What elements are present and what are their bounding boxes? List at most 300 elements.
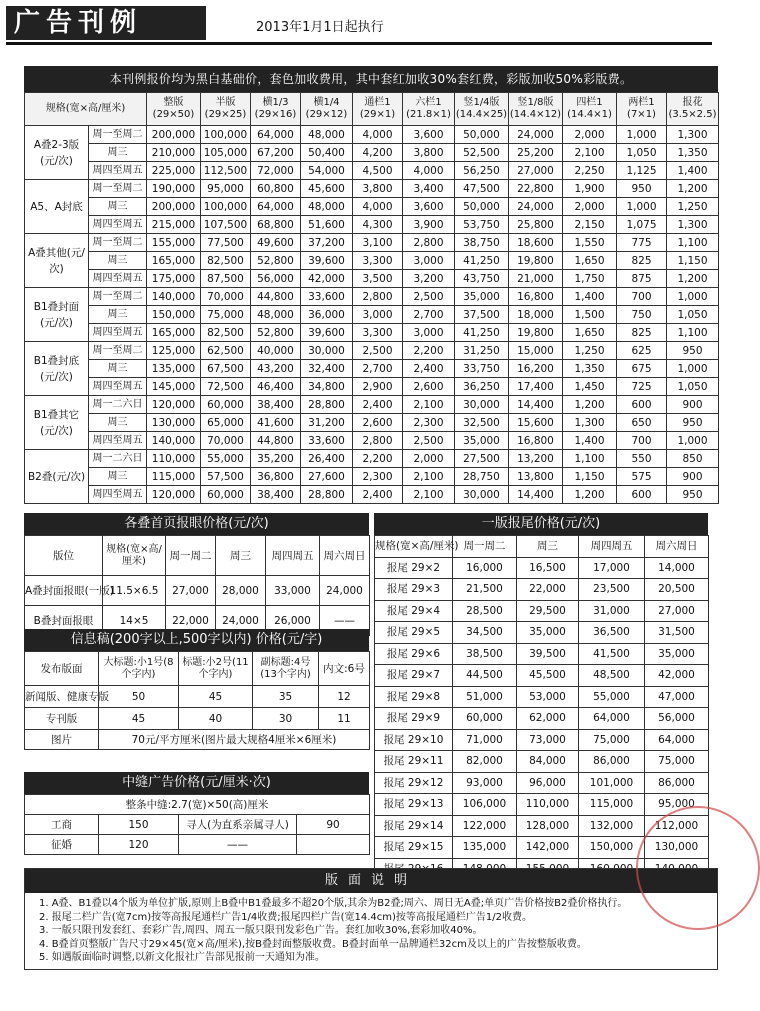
- price-cell: 18,600: [509, 234, 563, 252]
- price-cell: 36,000: [301, 306, 353, 324]
- price-cell: 3,900: [403, 216, 455, 234]
- price-cell: 130,000: [645, 837, 709, 859]
- price-cell: 20,500: [645, 579, 709, 601]
- price-cell: 1,100: [563, 450, 617, 468]
- price-cell: 18,000: [509, 306, 563, 324]
- price-cell: 1,250: [667, 198, 719, 216]
- main-h-col-name: 整版: [163, 97, 184, 108]
- price-cell: 36,250: [455, 378, 509, 396]
- price-cell: 775: [617, 234, 667, 252]
- price-cell: 48,000: [301, 126, 353, 144]
- price-cell: 16,800: [509, 288, 563, 306]
- price-cell: 1,500: [563, 306, 617, 324]
- price-cell: 2,300: [403, 414, 455, 432]
- price-cell: 700: [617, 288, 667, 306]
- price-cell: 35,200: [251, 450, 301, 468]
- table-row: [25, 288, 719, 306]
- price-cell: 1,250: [563, 342, 617, 360]
- tail-spec: 报尾 29×11: [375, 751, 453, 773]
- price-cell: 1,075: [617, 216, 667, 234]
- table-row: [375, 729, 709, 751]
- day-label: 周三: [89, 198, 147, 216]
- day-label: 周一至周二: [89, 126, 147, 144]
- price-cell: 86,000: [645, 772, 709, 794]
- price-cell: 4,000: [353, 126, 403, 144]
- main-h-col-name: 两栏1: [628, 97, 655, 108]
- main-h-col: [201, 93, 251, 126]
- price-cell: 4,000: [353, 198, 403, 216]
- price-cell: 34,500: [453, 622, 517, 644]
- price-cell: 112,500: [201, 162, 251, 180]
- price-cell: 1,300: [563, 414, 617, 432]
- price-cell: 27,000: [509, 162, 563, 180]
- tail-header: 周六周日: [645, 536, 709, 558]
- tail-spec: 报尾 29×15: [375, 837, 453, 859]
- price-cell: 101,000: [579, 772, 645, 794]
- price-cell: 1,750: [563, 270, 617, 288]
- main-h-col: [147, 93, 201, 126]
- table-row: [25, 576, 370, 606]
- info-table: [24, 651, 370, 750]
- price-cell: 24,000: [509, 126, 563, 144]
- tail-spec: 报尾 29×13: [375, 794, 453, 816]
- price-cell: 47,500: [455, 180, 509, 198]
- tail-header: 周四周五: [579, 536, 645, 558]
- price-cell: 2,150: [563, 216, 617, 234]
- price-cell: 200,000: [147, 126, 201, 144]
- price-cell: 51,000: [453, 686, 517, 708]
- price-cell: 12: [319, 686, 370, 708]
- price-cell: 175,000: [147, 270, 201, 288]
- price-cell: 13,200: [509, 450, 563, 468]
- price-cell: 44,800: [251, 432, 301, 450]
- price-cell: 1,000: [667, 432, 719, 450]
- main-price-table: [24, 92, 719, 504]
- price-cell: 36,800: [251, 468, 301, 486]
- price-cell: 105,000: [201, 144, 251, 162]
- table-row: [25, 468, 719, 486]
- info-h-col: 标题:小2号(11个字内): [179, 652, 253, 686]
- table-row: [25, 450, 719, 468]
- price-cell: 1,650: [563, 252, 617, 270]
- price-cell: 82,000: [453, 751, 517, 773]
- price-cell: 225,000: [147, 162, 201, 180]
- price-cell: 2,500: [353, 342, 403, 360]
- day-label: 周三: [89, 360, 147, 378]
- price-cell: 142,000: [517, 837, 579, 859]
- main-h-col-size: (29×12): [305, 109, 348, 120]
- table-row: [25, 144, 719, 162]
- price-cell: 53,000: [517, 686, 579, 708]
- main-h-col-name: 横1/4: [313, 97, 340, 108]
- price-cell: 32,500: [455, 414, 509, 432]
- price-cell: 56,000: [251, 270, 301, 288]
- info-h-col: 大标题:小1号(8个字内): [99, 652, 179, 686]
- day-label: 周三: [89, 468, 147, 486]
- price-cell: 2,400: [403, 360, 455, 378]
- price-cell: 14,400: [509, 486, 563, 504]
- price-cell: 27,000: [166, 576, 216, 606]
- table-row: [25, 198, 719, 216]
- price-cell: 30,000: [301, 342, 353, 360]
- price-cell: 35: [253, 686, 319, 708]
- price-cell: 132,000: [579, 815, 645, 837]
- price-cell: 17,400: [509, 378, 563, 396]
- price-cell: 45,500: [517, 665, 579, 687]
- seam-cell: [297, 835, 370, 855]
- seam-cell: 150: [99, 815, 179, 835]
- price-cell: 106,000: [453, 794, 517, 816]
- info-h-col: 内文:6号: [319, 652, 370, 686]
- price-cell: 675: [617, 360, 667, 378]
- price-cell: 40: [179, 708, 253, 730]
- day-label: 周四至周五: [89, 270, 147, 288]
- day-label: 周四至周五: [89, 378, 147, 396]
- eyebrow-h-day: 周三: [216, 536, 266, 576]
- seam-cell: 90: [297, 815, 370, 835]
- price-cell: 1,200: [563, 396, 617, 414]
- price-cell: 25,800: [509, 216, 563, 234]
- price-cell: 625: [617, 342, 667, 360]
- eyebrow-h-day: 周四周五: [266, 536, 320, 576]
- tail-spec: 报尾 29×10: [375, 729, 453, 751]
- main-h-col-name: 半版: [215, 97, 236, 108]
- price-cell: 77,500: [201, 234, 251, 252]
- price-cell: 825: [617, 324, 667, 342]
- tail-title: 一版报尾价格(元/次): [374, 513, 708, 535]
- table-row: [25, 324, 719, 342]
- table-row: [25, 306, 719, 324]
- price-cell: 122,000: [453, 815, 517, 837]
- price-cell: 200,000: [147, 198, 201, 216]
- price-cell: 3,300: [353, 252, 403, 270]
- eyebrow-pos: B叠封面报眼: [25, 606, 103, 636]
- day-label: 周四至周五: [89, 432, 147, 450]
- price-cell: 46,400: [251, 378, 301, 396]
- main-price-section: [24, 66, 718, 504]
- price-cell: 96,000: [517, 772, 579, 794]
- price-cell: 24,000: [509, 198, 563, 216]
- group-name: A叠其他(元/次): [25, 234, 89, 288]
- table-row: [25, 708, 370, 730]
- price-cell: 22,000: [517, 579, 579, 601]
- price-cell: 950: [667, 342, 719, 360]
- group-name: B2叠(元/次): [25, 450, 89, 504]
- eyebrow-title: 各叠首页报眼价格(元/次): [24, 513, 369, 535]
- tail-spec: 报尾 29×3: [375, 579, 453, 601]
- price-cell: 27,500: [455, 450, 509, 468]
- eyebrow-h-day: 周六周日: [320, 536, 370, 576]
- price-cell: 850: [667, 450, 719, 468]
- price-cell: 50: [99, 686, 179, 708]
- price-cell: 1,000: [617, 198, 667, 216]
- price-cell: 215,000: [147, 216, 201, 234]
- price-cell: 51,600: [301, 216, 353, 234]
- main-h-col-size: (29×25): [204, 109, 247, 120]
- price-cell: 30,000: [455, 396, 509, 414]
- note-item: 1. A叠、B1叠以4个版为单位扩版,原则上B叠中B1叠最多不超20个版,其余为B2叠;周六、周日无A叠;单页广告价格按B2叠价格执行。: [39, 898, 628, 909]
- price-cell: 30: [253, 708, 319, 730]
- price-cell: 39,600: [301, 252, 353, 270]
- notes-section: [24, 868, 718, 970]
- price-cell: 35,000: [455, 432, 509, 450]
- price-cell: 2,400: [353, 396, 403, 414]
- price-cell: 115,000: [579, 794, 645, 816]
- price-cell: 54,000: [301, 162, 353, 180]
- price-cell: 700: [617, 432, 667, 450]
- price-cell: 2,800: [353, 432, 403, 450]
- seam-table: [24, 794, 370, 855]
- eyebrow-pos: A叠封面报眼(一版): [25, 576, 103, 606]
- price-cell: 16,000: [453, 557, 517, 579]
- price-cell: 87,500: [201, 270, 251, 288]
- price-cell: 65,000: [201, 414, 251, 432]
- price-cell: 64,000: [251, 126, 301, 144]
- price-cell: 900: [667, 468, 719, 486]
- price-cell: 11: [319, 708, 370, 730]
- table-row: [375, 622, 709, 644]
- main-h-col: [667, 93, 719, 126]
- price-cell: 1,000: [667, 288, 719, 306]
- main-h-col: [353, 93, 403, 126]
- day-label: 周三: [89, 252, 147, 270]
- price-cell: 48,500: [579, 665, 645, 687]
- price-cell: 37,200: [301, 234, 353, 252]
- price-cell: 140,000: [147, 288, 201, 306]
- price-cell: 1,150: [667, 252, 719, 270]
- price-cell: 2,100: [403, 396, 455, 414]
- price-cell: 1,900: [563, 180, 617, 198]
- price-cell: 28,800: [301, 486, 353, 504]
- main-h-col-size: (14.4×25): [455, 109, 508, 120]
- price-cell: 67,200: [251, 144, 301, 162]
- price-cell: 1,050: [667, 378, 719, 396]
- price-cell: 38,500: [453, 643, 517, 665]
- table-row: [25, 162, 719, 180]
- price-cell: 21,500: [453, 579, 517, 601]
- price-cell: 2,700: [353, 360, 403, 378]
- price-cell: 1,100: [667, 234, 719, 252]
- price-cell: 31,000: [579, 600, 645, 622]
- price-cell: 64,000: [579, 708, 645, 730]
- price-cell: 35,000: [517, 622, 579, 644]
- price-cell: 3,100: [353, 234, 403, 252]
- day-label: 周四至周五: [89, 486, 147, 504]
- main-h-col-size: (7×1): [627, 109, 656, 120]
- price-cell: 60,000: [201, 396, 251, 414]
- eyebrow-spec: 14×5: [103, 606, 166, 636]
- seam-cell: 寻人(为直系亲属寻人): [179, 815, 297, 835]
- main-h-col: [251, 93, 301, 126]
- seam-cell: 工商: [25, 815, 99, 835]
- price-cell: 135,000: [147, 360, 201, 378]
- tail-spec: 报尾 29×4: [375, 600, 453, 622]
- price-cell: 100,000: [201, 126, 251, 144]
- price-cell: 125,000: [147, 342, 201, 360]
- price-cell: 140,000: [147, 432, 201, 450]
- price-cell: 2,800: [353, 288, 403, 306]
- tail-spec: 报尾 29×8: [375, 686, 453, 708]
- price-cell: 47,000: [645, 686, 709, 708]
- main-h-col-name: 四栏1: [576, 97, 603, 108]
- price-cell: 1,100: [667, 324, 719, 342]
- price-cell: 72,000: [251, 162, 301, 180]
- price-cell: 35,000: [455, 288, 509, 306]
- eyebrow-section: [24, 513, 369, 636]
- table-row: [25, 432, 719, 450]
- eyebrow-h-pos: 版位: [25, 536, 103, 576]
- tail-spec: 报尾 29×9: [375, 708, 453, 730]
- price-cell: 45: [179, 686, 253, 708]
- price-cell: 165,000: [147, 324, 201, 342]
- price-cell: 2,100: [563, 144, 617, 162]
- price-cell: ——: [320, 606, 370, 636]
- price-cell: 1,200: [563, 486, 617, 504]
- day-label: 周一至周二: [89, 288, 147, 306]
- price-cell: 23,500: [579, 579, 645, 601]
- table-row: [375, 751, 709, 773]
- price-cell: 33,600: [301, 288, 353, 306]
- notes-title: 版面说明: [25, 869, 717, 893]
- info-h-pos: 发布版面: [25, 652, 99, 686]
- price-cell: 650: [617, 414, 667, 432]
- price-cell: 2,000: [563, 126, 617, 144]
- price-cell: 19,800: [509, 252, 563, 270]
- price-cell: 2,600: [353, 414, 403, 432]
- seam-cell: 120: [99, 835, 179, 855]
- table-row: [25, 180, 719, 198]
- main-h-col-size: (29×50): [152, 109, 195, 120]
- price-cell: 2,700: [403, 306, 455, 324]
- tail-header: 规格(宽×高/厘米): [375, 536, 453, 558]
- price-cell: 165,000: [147, 252, 201, 270]
- info-section: [24, 629, 369, 750]
- main-h-col-name: 报花: [682, 97, 703, 108]
- price-cell: 75,000: [201, 306, 251, 324]
- main-h-col: [403, 93, 455, 126]
- main-h-col: [455, 93, 509, 126]
- price-cell: 2,200: [353, 450, 403, 468]
- tail-header: 周三: [517, 536, 579, 558]
- price-cell: 30,000: [455, 486, 509, 504]
- price-cell: 33,750: [455, 360, 509, 378]
- table-row: [25, 396, 719, 414]
- info-pic-label: 图片: [25, 730, 99, 750]
- price-cell: 42,000: [301, 270, 353, 288]
- price-cell: 38,750: [455, 234, 509, 252]
- price-cell: 28,500: [453, 600, 517, 622]
- price-cell: 68,800: [251, 216, 301, 234]
- day-label: 周一至周二: [89, 234, 147, 252]
- table-row: [25, 686, 370, 708]
- price-cell: 2,600: [403, 378, 455, 396]
- tail-spec: 报尾 29×6: [375, 643, 453, 665]
- main-h-col-name: 通栏1: [364, 97, 391, 108]
- price-cell: 28,800: [301, 396, 353, 414]
- price-cell: 210,000: [147, 144, 201, 162]
- seam-cell: 征婚: [25, 835, 99, 855]
- info-title: 信息稿(200字以上,500字以内) 价格(元/字): [24, 629, 369, 651]
- table-row: [25, 216, 719, 234]
- price-cell: 2,500: [403, 288, 455, 306]
- price-cell: 825: [617, 252, 667, 270]
- price-cell: 550: [617, 450, 667, 468]
- price-cell: 62,000: [517, 708, 579, 730]
- price-cell: 575: [617, 468, 667, 486]
- price-cell: 4,200: [353, 144, 403, 162]
- eyebrow-spec: 11.5×6.5: [103, 576, 166, 606]
- price-cell: 15,600: [509, 414, 563, 432]
- price-cell: 27,000: [645, 600, 709, 622]
- price-cell: 1,350: [667, 144, 719, 162]
- group-name: B1叠封面(元/次): [25, 288, 89, 342]
- main-h-col: [301, 93, 353, 126]
- price-cell: 1,400: [667, 162, 719, 180]
- note-item: 5. 如遇版面临时调整,以新文化报社广告部见报前一天通知为准。: [39, 952, 325, 963]
- price-cell: 1,000: [617, 126, 667, 144]
- price-cell: 4,000: [403, 162, 455, 180]
- price-cell: 150,000: [579, 837, 645, 859]
- price-cell: 2,200: [403, 342, 455, 360]
- day-label: 周四至周五: [89, 216, 147, 234]
- price-cell: 70,000: [201, 432, 251, 450]
- price-cell: 38,400: [251, 396, 301, 414]
- price-cell: 155,000: [147, 234, 201, 252]
- main-h-col-size: (21.8×1): [406, 109, 451, 120]
- price-cell: 1,300: [667, 216, 719, 234]
- price-cell: 44,800: [251, 288, 301, 306]
- price-cell: 24,000: [320, 576, 370, 606]
- tail-header: 周一周二: [453, 536, 517, 558]
- price-cell: 39,600: [301, 324, 353, 342]
- page-header: [6, 6, 706, 42]
- seam-section: [24, 772, 369, 855]
- day-label: 周三: [89, 414, 147, 432]
- table-row: [25, 360, 719, 378]
- table-row: [375, 557, 709, 579]
- price-cell: 37,500: [455, 306, 509, 324]
- price-cell: 135,000: [453, 837, 517, 859]
- price-cell: 60,000: [453, 708, 517, 730]
- main-h-col-name: 竖1/4版: [463, 97, 500, 108]
- price-cell: 73,000: [517, 729, 579, 751]
- main-h-col: [509, 93, 563, 126]
- price-cell: 600: [617, 486, 667, 504]
- table-row: [25, 342, 719, 360]
- price-cell: 72,500: [201, 378, 251, 396]
- info-pos: 专刊版: [25, 708, 99, 730]
- price-cell: 95,000: [201, 180, 251, 198]
- price-cell: 3,000: [403, 252, 455, 270]
- price-cell: 600: [617, 396, 667, 414]
- table-row: [25, 252, 719, 270]
- group-name: A5、A封底: [25, 180, 89, 234]
- price-cell: 56,250: [455, 162, 509, 180]
- price-cell: 1,050: [617, 144, 667, 162]
- price-cell: 1,350: [563, 360, 617, 378]
- price-cell: 57,500: [201, 468, 251, 486]
- price-cell: 16,500: [517, 557, 579, 579]
- price-cell: 16,200: [509, 360, 563, 378]
- price-cell: 44,500: [453, 665, 517, 687]
- price-cell: 64,000: [645, 729, 709, 751]
- price-cell: 3,800: [403, 144, 455, 162]
- price-cell: 43,200: [251, 360, 301, 378]
- price-cell: 1,200: [667, 180, 719, 198]
- price-cell: 3,600: [403, 198, 455, 216]
- header-divider: [6, 42, 712, 45]
- price-cell: 1,550: [563, 234, 617, 252]
